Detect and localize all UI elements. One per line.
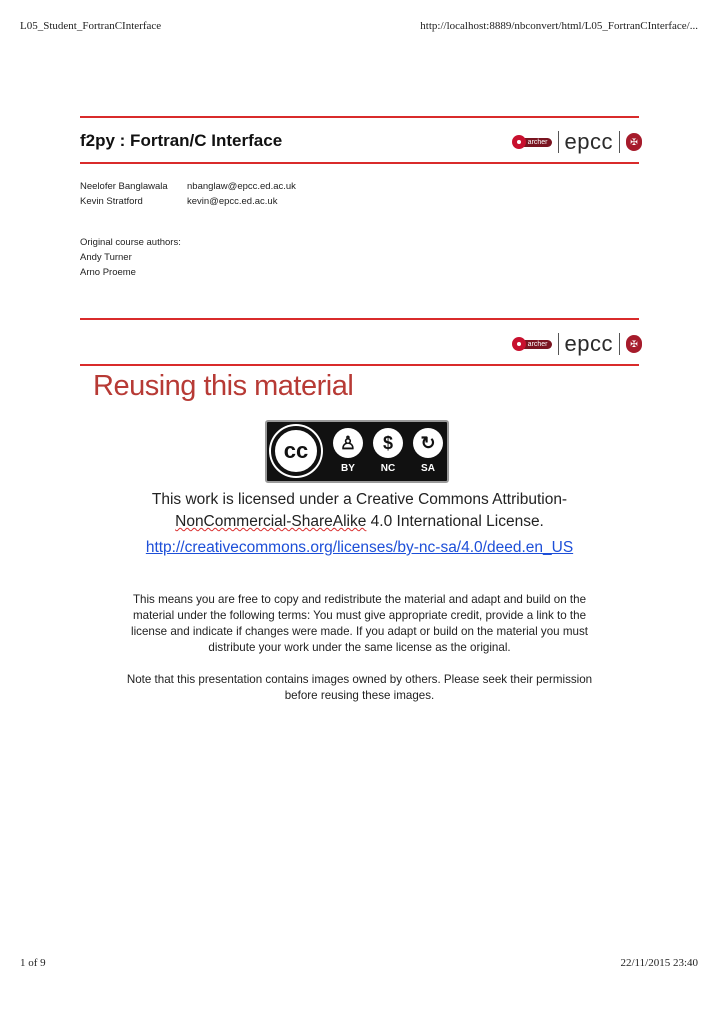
- slide-title: Reusing this material: [93, 370, 354, 402]
- cc-icon: cc: [271, 426, 321, 476]
- print-header-url: http://localhost:8889/nbconvert/html/L05_FortranCInterface/...: [420, 20, 698, 32]
- author-email: nbanglaw@epcc.ed.ac.uk: [187, 181, 296, 192]
- author-list: [80, 179, 296, 209]
- logo-separator: [619, 333, 620, 355]
- image-ownership-note: Note that this presentation contains images owned by others. Please seek their permission before reusing these images.: [126, 673, 593, 702]
- print-header-title: L05_Student_FortranCInterface: [20, 20, 162, 32]
- slide-banner: [80, 320, 639, 364]
- original-authors-heading: Original course authors:: [80, 237, 181, 248]
- cc-license-badge: [265, 420, 449, 483]
- slide-banner: [80, 118, 639, 162]
- archer-target-icon: [512, 337, 526, 351]
- attribution-icon: ♙: [333, 428, 363, 458]
- license-link[interactable]: http://creativecommons.org/licenses/by-nc-sa/4.0/deed.en_US: [145, 539, 574, 556]
- epcc-logo: epcc: [564, 129, 613, 154]
- license-explanation: This means you are free to copy and redistribute the material and adapt and build on the material under the following terms: You must give appropriate credit, provide a link to the license and indicate if changes were made. If you adapt or build on the material you must distribute your work under the same license as the original.: [131, 593, 588, 654]
- badge-by-label: BY: [341, 463, 355, 474]
- badge-sa-label: SA: [421, 463, 435, 474]
- logo-separator: [619, 131, 620, 153]
- logo-separator: [558, 333, 559, 355]
- original-author: Andy Turner: [80, 252, 132, 263]
- original-author: Arno Proeme: [80, 267, 136, 278]
- slide-banner-rule: [80, 364, 639, 366]
- page-count: 1 of 9: [20, 957, 46, 969]
- epcc-logo: epcc: [564, 331, 613, 356]
- logo-group: [512, 333, 642, 355]
- print-timestamp: 22/11/2015 23:40: [620, 957, 698, 969]
- print-footer: [20, 957, 698, 969]
- license-url-row: [80, 539, 639, 557]
- badge-nc-label: NC: [380, 463, 396, 474]
- author-email: kevin@epcc.ed.ac.uk: [187, 196, 278, 207]
- archer-logo: archer: [512, 337, 552, 351]
- university-crest-icon: ✠: [626, 133, 642, 151]
- university-crest-icon: ✠: [626, 335, 642, 353]
- slide-banner-rule: [80, 162, 639, 164]
- author-row: Neelofer Banglawala nbanglaw@epcc.ed.ac.uk: [80, 181, 296, 192]
- license-slide: [80, 318, 639, 702]
- noncommercial-icon: $: [373, 428, 403, 458]
- logo-separator: [558, 131, 559, 153]
- print-header: [20, 20, 698, 32]
- title-slide: [80, 116, 639, 278]
- sharealike-icon: ↻: [413, 428, 443, 458]
- archer-target-icon: [512, 135, 526, 149]
- archer-logo: archer: [512, 135, 552, 149]
- author-row: Kevin Stratford kevin@epcc.ed.ac.uk: [80, 196, 278, 207]
- license-statement-line2: NonCommercial-ShareAlike 4.0 International License.: [175, 513, 544, 530]
- license-statement-line1: This work is licensed under a Creative Commons Attribution-: [151, 491, 568, 508]
- original-authors: [80, 235, 181, 280]
- logo-group: [512, 131, 642, 153]
- slide-title: f2py : Fortran/C Interface: [80, 131, 283, 150]
